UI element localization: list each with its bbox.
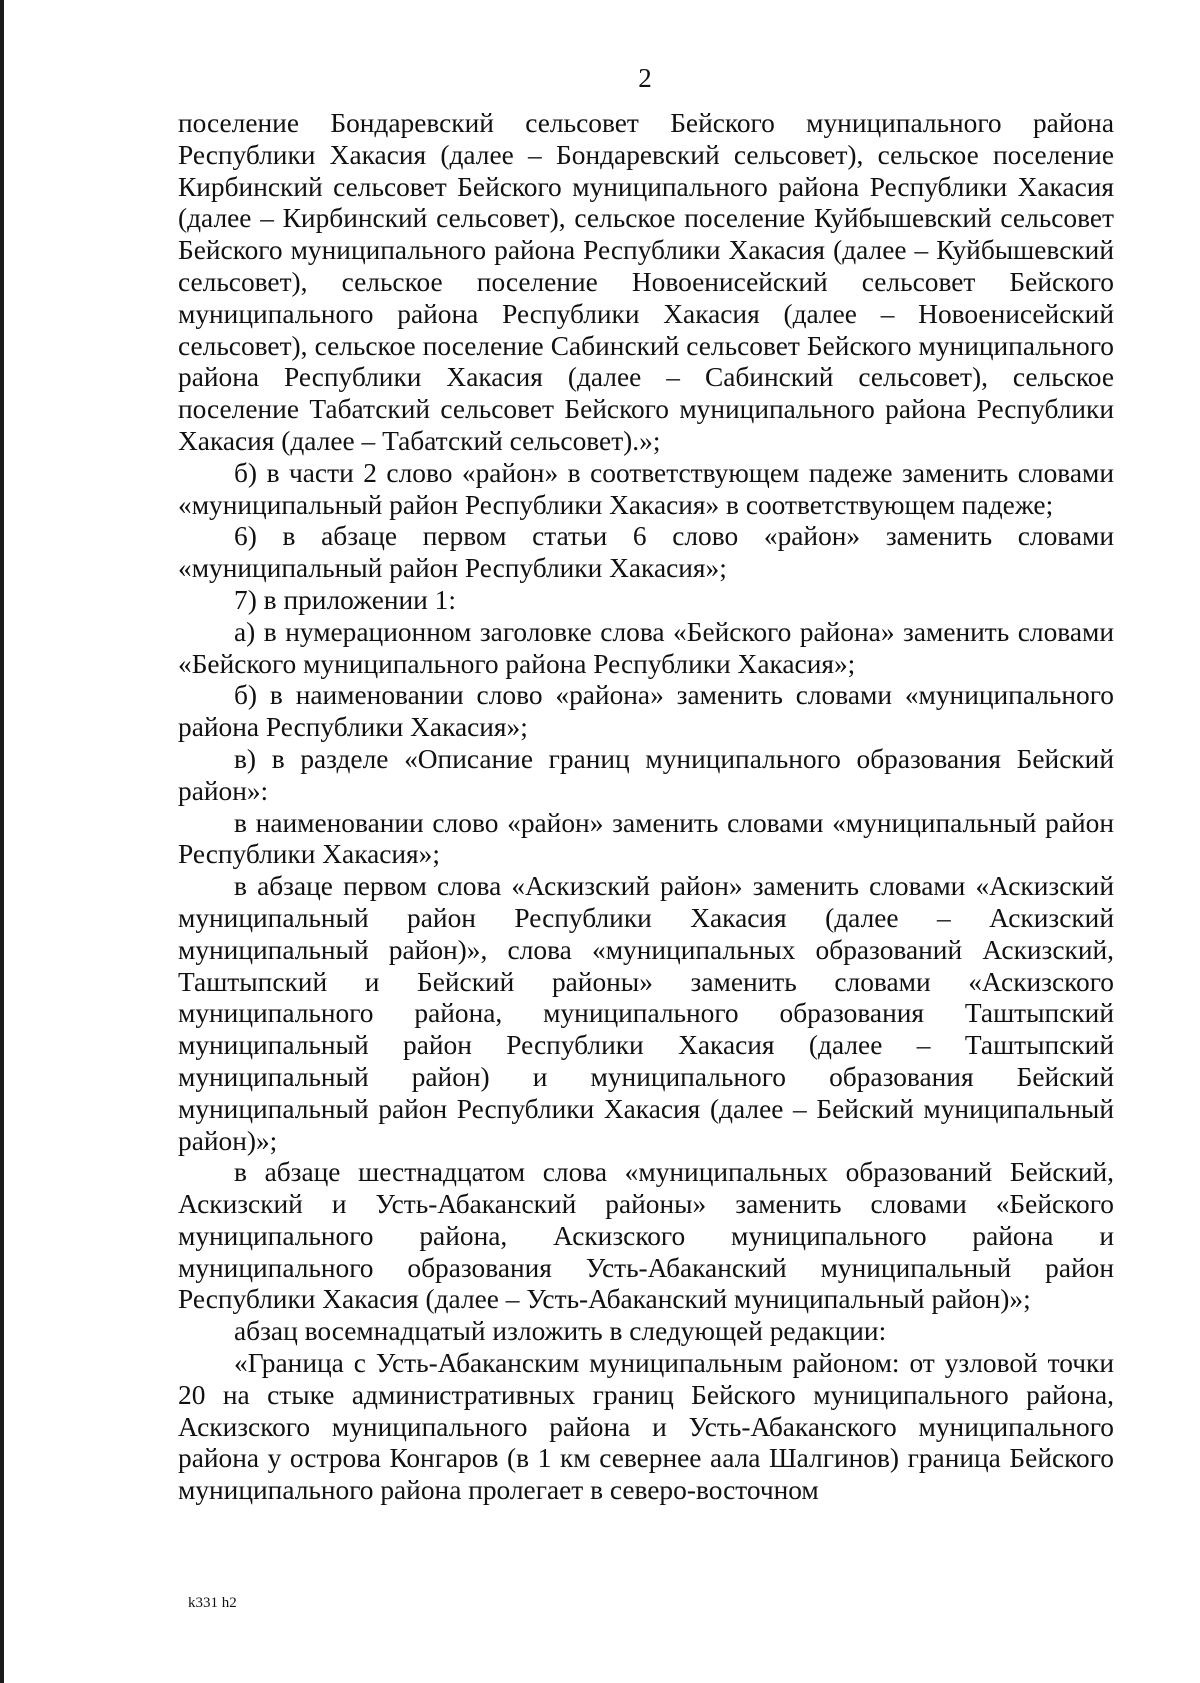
paragraph: поселение Бондаревский сельсовет Бейского муниципального района Республики Хакасия (далее – Бондаревский сельсовет), сельское поселение Кирбинский сельсовет Бейского муниципального района Республики Хакасия (далее – Кирбинский сельсовет), сельское поселение Куйбышевский сельсовет Бейского муниципального района Республики Хакасия (далее – Куйбышевский сельсовет), сельское поселение Новоенисейский сельсовет Бейского муниципального района Республики Хакасия (далее – Новоенисейский сельсовет), сельское поселение Сабинский сельсовет Бейского муниципального района Республики Хакасия (далее – Сабинский сельсовет), сельское поселение Табатский сельсовет Бейского муниципального района Республики Хакасия (далее – Табатский сельсовет).»; [178,108,1114,456]
footer-code: k331 h2 [188,1595,237,1611]
paragraph: в абзаце первом слова «Аскизский район» заменить словами «Аскизский муниципальный район Республики Хакасия (далее – Аскизский муниципальный район)», слова «муниципальных образований Аскизский, Таштыпский и Бейский районы» заменить словами «Аскизского муниципального района, муниципального образования Таштыпский муниципальный район Республики Хакасия (далее – Таштыпский муниципальный район) и муниципального образования Бейский муниципальный район Республики Хакасия (далее – Бейский муниципальный район)»; [178,871,1114,1156]
paragraph: в абзаце шестнадцатом слова «муниципальных образований Бейский, Аскизский и Усть-Абаканский районы» заменить словами «Бейского муниципального района, Аскизского муниципального района и муниципального образования Усть-Абаканский муниципальный район Республики Хакасия (далее – Усть-Абаканский муниципальный район)»; [178,1157,1114,1315]
scan-edge [0,0,4,1683]
paragraph: б) в наименовании слово «района» заменить словами «муниципального района Республики Хакасия»; [178,680,1114,743]
page-number: 2 [638,63,652,93]
paragraph: 7) в приложении 1: [234,584,456,615]
paragraph: в наименовании слово «район» заменить словами «муниципальный район Республики Хакасия»; [178,807,1114,870]
paragraph: «Граница с Усть-Абаканским муниципальным районом: от узловой точки 20 на стыке административных границ Бейского муниципального района, Аскизского муниципального района и Усть-Абаканского муниципального района у острова Конгаров (в 1 км севернее аала Шалгинов) граница Бейского муниципального района пролегает в северо-восточном [178,1348,1114,1506]
paragraph: а) в нумерационном заголовке слова «Бейского района» заменить словами «Бейского муниципального района Республики Хакасия»; [178,616,1114,679]
paragraph: абзац восемнадцатый изложить в следующей редакции: [234,1316,887,1347]
paragraph: в) в разделе «Описание границ муниципального образования Бейский район»: [178,743,1114,806]
paragraph: б) в части 2 слово «район» в соответствующем падеже заменить словами «муниципальный район Республики Хакасия» в соответствующем падеже; [178,457,1114,520]
paragraph: 6) в абзаце первом статьи 6 слово «район» заменить словами «муниципальный район Республики Хакасия»; [178,521,1114,584]
document-body [178,108,1114,1507]
